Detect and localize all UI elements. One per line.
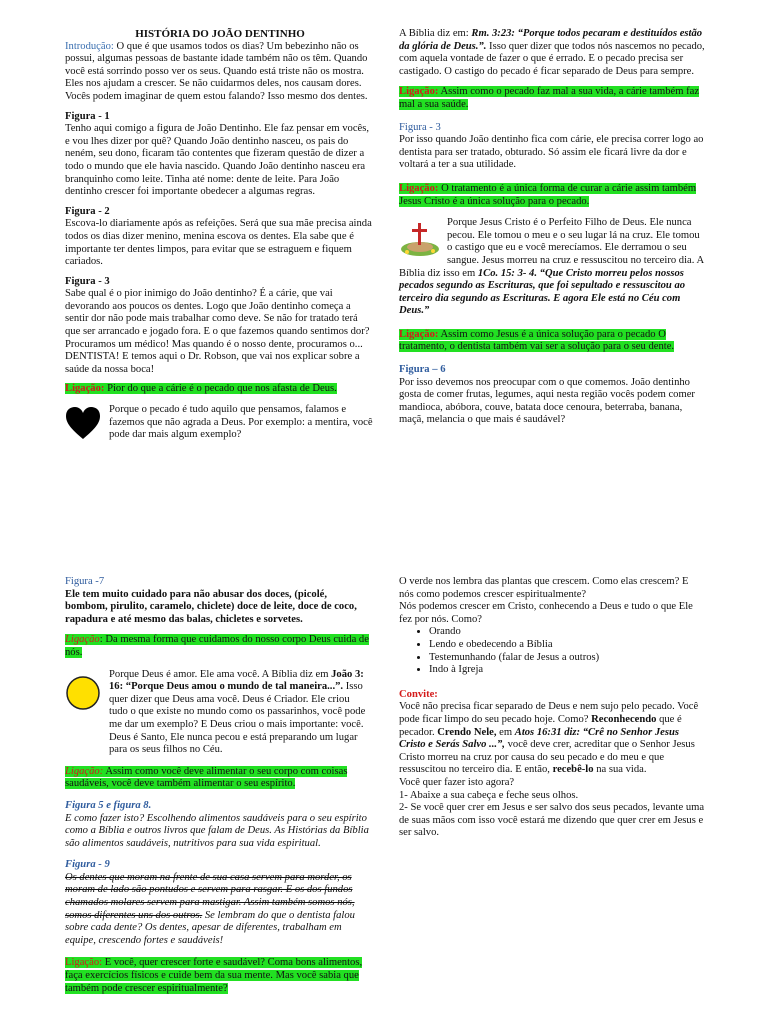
figure-3b-heading: Figura - 3 [399, 121, 441, 133]
page-title: HISTÓRIA DO JOÃO DENTINHO [135, 28, 305, 40]
john-reference: João 3: 16: “Porque Deus amou o mundo de tal maneira...”. [109, 668, 364, 693]
ligacao-3-text: O tratamento é a única forma de curar a cárie assim também Jesus Cristo é a única solução para o pecado. [399, 182, 697, 207]
sun-text-intro: Porque Deus é amor. Ele ama você. A Bíblia diz em [109, 668, 332, 680]
figure-6-heading: Figura – 6 [399, 364, 446, 376]
atos-reference: Atos 16:31 diz: “Crê no Senhor Jesus Cristo e Serás Salvo ...”, [399, 726, 679, 751]
romans-reference: Rm. 3:23: “Porque todos pecaram e destituídos estão da glória de Deus.”. [399, 28, 703, 52]
crendo-word: Crendo Nele, [437, 726, 497, 738]
ligacao-4-text: Assim como Jesus é a única solução para o pecado O tratamento, o dentista também vai ser a solução para o seu dente. [399, 328, 675, 353]
list-item: • Testemunhando (falar de Jesus a outros) [429, 652, 705, 665]
ligacao-3-label: Ligação: [399, 182, 439, 194]
figure-3-text: Sabe qual é o pior inimigo do João dentinho? É a cárie, que vai devorando aos poucos os dentes. Logo que João dentinho começa a sentir dor não pode mais trabalhar como deve. Se não for tratado terá que ser arrancado e jogado fora. E o que fazemos quando sentimos dor? Procuramos um médico! Mas quando é o nosso dente, procuramos o... DENTISTA! E temos aqui o Dr. Robson, que vai nos explicar sobre a saúde da nossa boca! [65, 288, 370, 375]
list-item: • Lendo e obedecendo a Bíblia [429, 639, 705, 652]
romans-text: Isso quer dizer que todos nós nascemos no pecado, com aquela vontade de fazer o que é errado. E o pecado precisa ser castigado. O castigo do pecado é ficar separado de Deus para sempre. [399, 40, 705, 77]
ligacao-6-label: Ligação: [65, 765, 104, 777]
convite-text-d: você deve crer, acreditar que o Senhor Jesus Cristo morreu na cruz por causa do seu pecado e do meu e que ressuscitou no terceiro dia. E então, [399, 739, 695, 776]
list-item: • Indo à Igreja [429, 664, 705, 677]
reconhecendo-word: Reconhecendo [591, 713, 657, 725]
step-1: 1- Abaixe a sua cabeça e feche seus olhos. [399, 789, 579, 801]
convite-text-b: que é pecador. [399, 713, 682, 738]
cross-hill-icon [399, 219, 441, 257]
figure-9-text [65, 872, 371, 948]
ligacao-1-text: Pior do que a cárie é o pecado que nos afasta de Deus. [104, 383, 337, 395]
top-left-column [65, 28, 375, 442]
ligacao-2-label: Ligação: [399, 86, 439, 98]
ligacao-7 [65, 957, 371, 995]
cross-block [399, 217, 705, 318]
invitation-question: Você quer fazer isto agora? [399, 776, 515, 788]
figure-9-heading: Figura - 9 [65, 859, 110, 871]
figure-5-8-text: E como fazer isto? Escolhendo alimentos saudáveis para o seu espírito como a Bíblia e outros livros que falam de Deus. As Histórias da Bíblia são alimentos saudáveis, nutritivos para sua vida espiritual. [65, 812, 369, 849]
ligacao-7-label: Ligação: [65, 957, 103, 969]
ligacao-3 [399, 183, 705, 208]
cross-text [399, 217, 705, 318]
ligacao-4-label: Ligação: [399, 328, 439, 340]
growth-list [399, 626, 705, 676]
ligacao-4 [399, 329, 705, 354]
ligacao-5-label: Ligação [65, 634, 100, 646]
growth-question: Nós podemos crescer em Cristo, conhecendo a Deus e tudo o que Ele fez por nós. Como? [399, 601, 693, 625]
figure-5-8-heading: Figura 5 e figura 8. [65, 799, 152, 811]
cross-text-body: Porque Jesus Cristo é o Perfeito Filho de Deus. Ele nunca pecou. Ele tomou o meu e o seu lugar lá na cruz. Ele tomou o castigo que eu e você merecíamos. Ele derramou o seu sangue. Jesus morreu na cruz e ressuscitou no terceiro dia. A Bíblia diz isso em [399, 217, 704, 279]
sun-text-body: Isso quer dizer que Deus ama você. Deus é Criador. Ele criou tudo o que existe no mundo como os passarinhos, você pode me dar um exemplo? E Deus criou o mais importante: você. Deus é Santo, Ele nunca pecou e está preparando um lugar para os seus filhos no Céu. [109, 681, 366, 756]
convite-heading: Convite: [399, 688, 438, 700]
sun-text [65, 669, 371, 757]
figure-3b-text: Por isso quando João dentinho fica com cárie, ele precisa correr logo ao dentista para ser tratado, obturado. Só assim ele ficará livre da dor e voltará a ter a sua utilidade. [399, 134, 704, 171]
ligacao-7-text: E você, quer crescer forte e saudável? Coma bons alimentos, faça exercícios físicos e cuide bem da sua mente. Mas você sabia que também pode crescer espiritualmente? [65, 957, 363, 994]
convite-text-e: na sua vida. [593, 764, 647, 776]
ligacao-1 [65, 383, 375, 396]
figure-2-heading: Figura - 2 [65, 205, 110, 217]
bottom-left-column [65, 576, 371, 995]
intro-label: Introdução: [65, 40, 114, 52]
growth-intro: O verde nos lembra das plantas que crescem. Como elas crescem? E nós como podemos crescer espiritualmente? [399, 576, 689, 600]
intro-paragraph [65, 41, 375, 104]
ligacao-5 [65, 634, 371, 659]
convite-text-a: Você não precisa ficar separado de Deus e nem sujo pelo pecado. Você pode ficar limpo do seu pecado hoje. Como? [399, 701, 699, 725]
ligacao-5-text: : Da mesma forma que cuidamos do nosso corpo Deus cuida de nós. [65, 634, 369, 658]
heart-text: Porque o pecado é tudo aquilo que pensamos, falamos e fazemos que não agrada a Deus. Por exemplo: a mentira, você pode dar mais algum exemplo? [109, 404, 373, 441]
figure-3-heading: Figura - 3 [65, 275, 110, 287]
figure-1-text: Tenho aqui comigo a figura de João Dentinho. Ele faz pensar em vocês, e vou lhes dizer por quê? Quando João dentinho nasceu, os pais do neném, seu dono, ficaram tão contentes que fizeram questão de dizer a todo o mundo que ele havia nascido. Quando João dentinho nasceu era branquinho como leite. Tinha até nome: dente de leite. Para João dentinho crescer foi importante obedecer a algumas regras. [65, 123, 370, 198]
top-right-column [399, 28, 705, 427]
heart-icon [65, 406, 101, 440]
convite-text-c: em [496, 726, 515, 738]
figure-6-text: Por isso devemos nos preocupar com o que comemos. João dentinho gosta de comer frutas, legumes, aqui nesta região vocês podem comer mandioca, abóbora, couve, batata doce cenoura, beterraba, banana, maçã, melancia o que mais é saudável? [399, 376, 695, 426]
list-item: • Orando [429, 626, 705, 639]
convite-text [399, 701, 705, 777]
romans-paragraph [399, 28, 705, 78]
recebe-word: recebê-lo [552, 764, 594, 776]
sun-block [65, 669, 371, 757]
ligacao-6 [65, 766, 371, 791]
heart-block [65, 404, 375, 442]
corinthians-reference: 1Co. 15: 3- 4. “Que Cristo morreu pelos nossos pecados segundo as Escrituras, que foi sepultado e ressuscitou ao terceiro dia segundo as Escrituras. E agora Ele está no Céu com Deus.” [399, 267, 686, 317]
figure-1-heading: Figura - 1 [65, 110, 110, 122]
bottom-right-column [399, 576, 705, 840]
figure-7-text: Ele tem muito cuidado para não abusar dos doces, (picolé, bombom, pirulito, caramelo, chiclete) doce de leite, doce de coco, rapadura e até mesmo das balas, chicletes e sorvetes. [65, 588, 357, 625]
intro-text: O que é que usamos todos os dias? Um bebezinho não os possui, algumas pessoas de bastante idade também não os têm. Quando você está sorrindo posso ver os seus. Quando está triste não os mostra. Eles nos ajudam a crescer. Se não cuidarmos deles, nos causam dores. Vocês podem imaginar de quem estou falando? Isso mesmo dos dentes. [65, 40, 368, 102]
figure-2-text: Escova-lo diariamente após as refeições. Será que sua mãe precisa ainda todos os dias dizer menino, menina escova os dentes. Ela sabe que é importante ter dentes limpos, para evitar que se estraguem e fiquem cariados. [65, 218, 372, 268]
figure-9-struck-text: Os dentes que moram na frente de sua casa servem para morder, os moram de lado são pontudos e servem para rasgar. E os dos fundos chamados molares servem para mastigar. Assim também somos nós, somos diferentes uns dos outros. [65, 871, 355, 921]
figure-7-heading: Figura -7 [65, 576, 105, 587]
sun-icon [65, 675, 101, 711]
romans-intro: A Bíblia diz em: [399, 28, 472, 39]
step-2: 2- Se você quer crer em Jesus e ser salvo dos seus pecados, levante uma de suas mãos com isso você estará me dizendo que quer crer em Jesus e ser salvo. [399, 802, 705, 839]
ligacao-2 [399, 86, 705, 111]
ligacao-2-text: Assim como o pecado faz mal a sua vida, a cárie também faz mal a sua saúde. [399, 86, 700, 110]
ligacao-1-label: Ligação: [65, 383, 105, 395]
figure-9-body: Se lembram do que o dentista falou sobre cada dente? Os dentes, apesar de diferentes, trabalham em equipe, crescendo fortes e saudáveis! [65, 909, 355, 946]
ligacao-6-text: Assim como você deve alimentar o seu corpo com coisas saudáveis, você deve também alimentar o seu espírito. [65, 765, 348, 790]
